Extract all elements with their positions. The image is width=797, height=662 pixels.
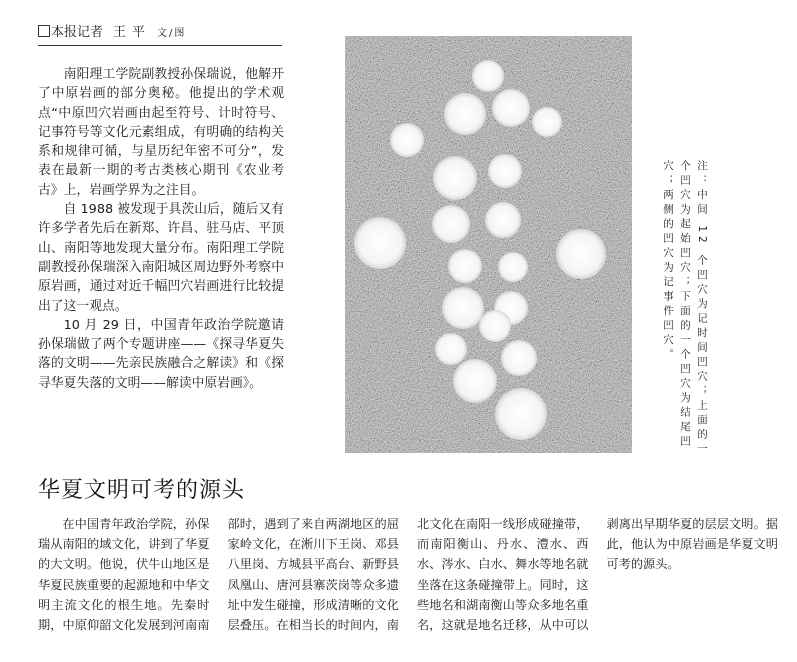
square-bullet-icon — [38, 25, 50, 37]
body-paragraph: 在中国青年政治学院，孙保瑞从南阳的域文化，讲到了华夏的大文明。他说，伏牛山地区是华夏民族重要的起源地和中华文明主流文化的根生地。先秦时期，中原仰韶文化发展到河南南部时，遇到了来自两湖地区的屈家岭文化，在淅川下王岗、邓县八里岗、方城县平高台、新野县凤凰山、唐河县寨茨岗等众多遗址中发生碰撞，形成清晰的文化层叠压。在相当长的时间内，南北文化在南阳一线形成碰撞带，而南阳衡山、丹水、澧水、西水、涔水、白水、舞水等地名就坐落在这条碰撞带上。同时，这些地名和湖南衡山等众多地名重名，这就是地名迁移，从中可以剥离出早期华夏的层层文明。据此，他认为中原岩画是华夏文明可考的源头。 — [38, 517, 778, 633]
photo-caption: 注：中间 12 个凹穴为记时间凹穴；上面的一个凹穴为起始凹穴；下面的一个凹穴为结尾凹穴；两侧的凹穴为记事件凹穴。 — [662, 160, 708, 458]
lead-paragraph: 自 1988 被发现于具茨山后，随后又有许多学者先后在新郑、许昌、驻马店、平顶山、南阳等地发现大量分布。南阳理工学院副教授孙保瑞深入南阳城区周边野外考察中原岩画，通过对近千幅凹穴岩画进行比较提出了这一观点。 — [38, 202, 284, 314]
section-headline: 华夏文明可考的源头 — [38, 478, 246, 503]
byline-author: 王平 — [113, 25, 152, 40]
byline-credit: 文/图 — [157, 28, 187, 39]
article-body — [38, 514, 778, 642]
rock-art-photo — [345, 36, 632, 453]
byline — [38, 25, 282, 46]
lead-text — [38, 65, 284, 393]
byline-prefix: 本报记者 — [51, 25, 104, 40]
lead-paragraph: 10 月 29 日，中国青年政治学院邀请孙保瑞做了两个专题讲座——《探寻华夏失落的文明——先亲民族融合之解读》和《探寻华夏失落的文明——解读中原岩画》。 — [38, 317, 284, 391]
lead-paragraph: 南阳理工学院副教授孙保瑞说，他解开了中原岩画的部分奥秘。他提出的学术观点“中原凹穴岩画由起至符号、计时符号、记事符号等文化元素组成，有明确的结构关系和规律可循，与星历纪年密不可分”，发表在最新一期的考古类核心期刊《农业考古》上，岩画学界为之注目。 — [38, 67, 284, 198]
